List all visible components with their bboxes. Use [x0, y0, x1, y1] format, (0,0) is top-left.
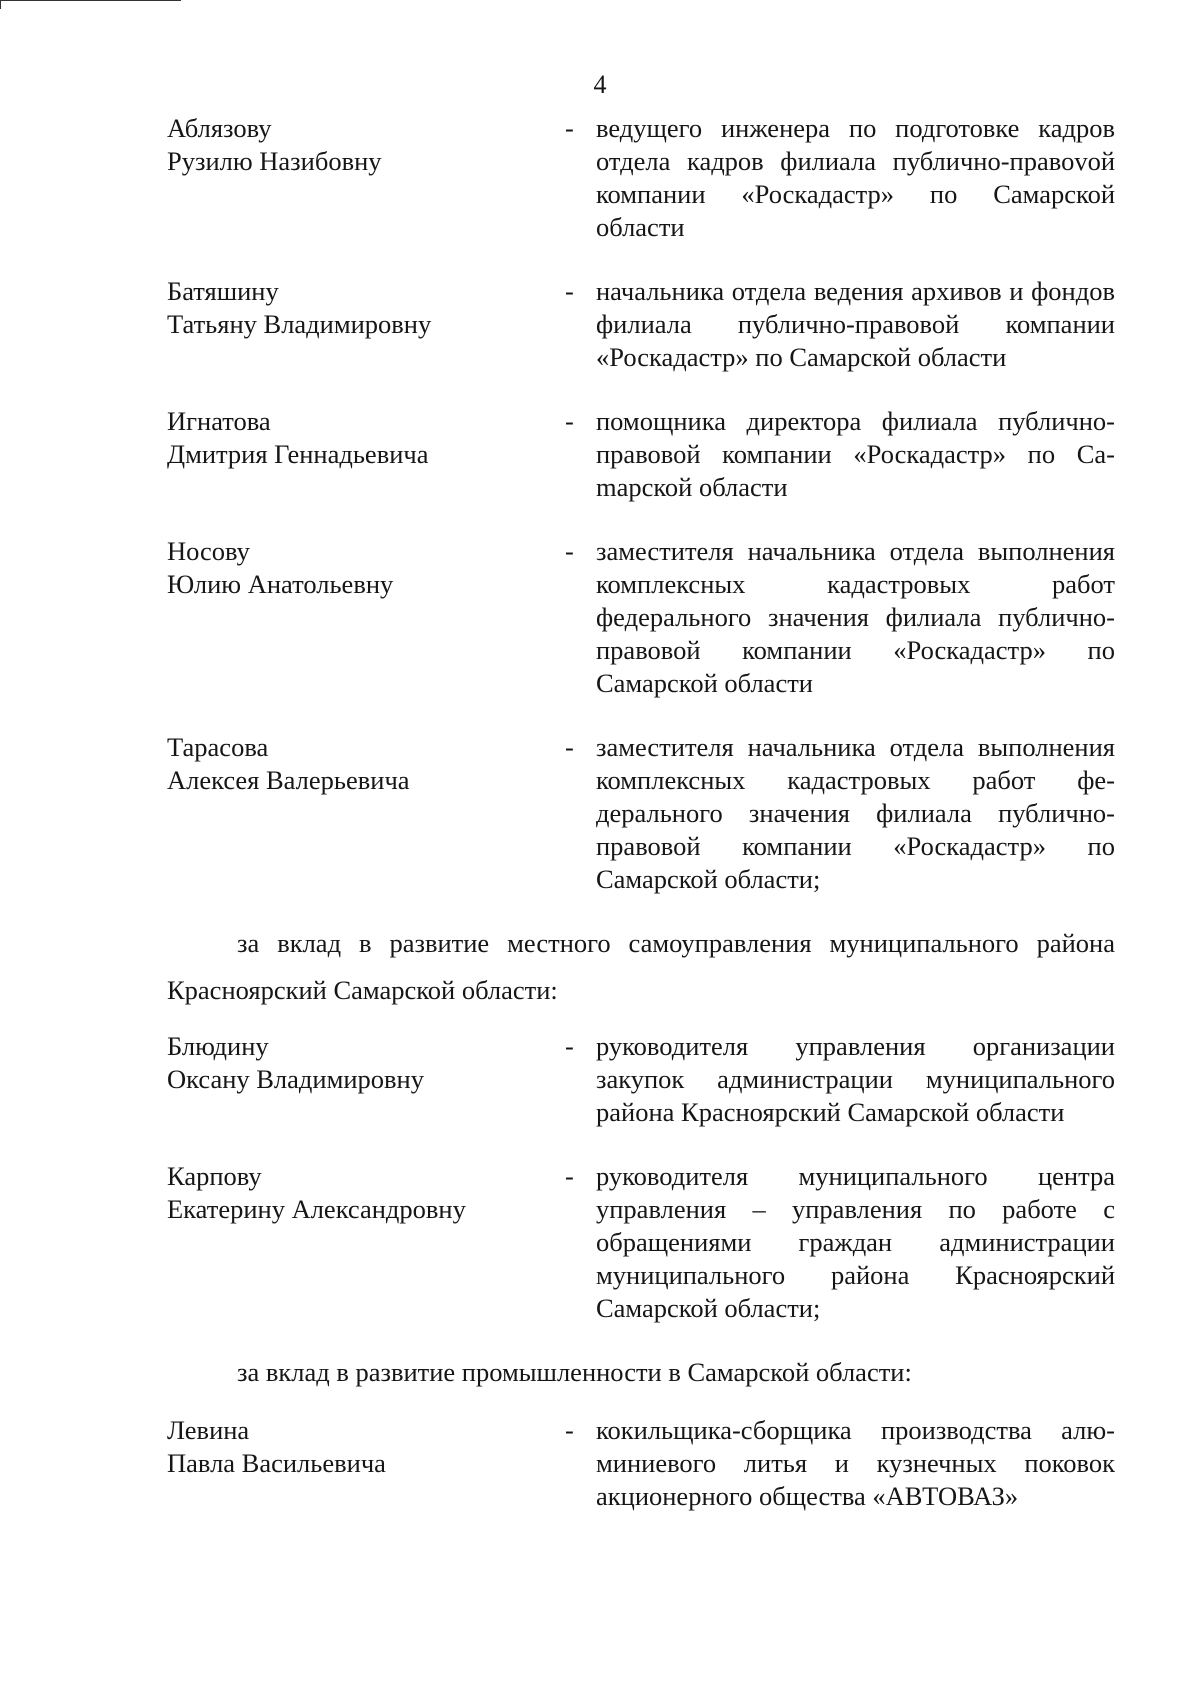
award-entry — [167, 1414, 1115, 1513]
recipient-given-name: Павла Васильевича — [167, 1448, 386, 1478]
recipient-name — [167, 112, 565, 244]
entry-dash: - — [565, 113, 574, 143]
award-entry — [167, 405, 1115, 504]
award-entry — [167, 112, 1115, 244]
recipient-name — [167, 1030, 565, 1129]
entry-dash: - — [565, 406, 574, 436]
recipient-position: руководителя муниципального центра управления – управления по работе с обращениями граждан администрации муниципального района Красноярский Самарской области; — [596, 1161, 1115, 1323]
recipient-given-name: Алексея Валерьевича — [167, 765, 410, 795]
recipient-given-name: Татьяну Владимировну — [167, 309, 432, 339]
recipient-surname: Левина — [167, 1415, 250, 1445]
award-entry — [167, 535, 1115, 700]
entry-dash: - — [565, 1031, 574, 1061]
recipient-position: начальника отдела ведения архивов и фондов филиала публично-правовой компании «Роскадастр» по Самарской области — [596, 276, 1115, 372]
recipient-given-name: Юлию Анатольевну — [167, 569, 394, 599]
scan-edge-line — [0, 0, 181, 9]
recipient-given-name: Дмитрия Геннадьевича — [167, 439, 429, 469]
recipient-given-name: Оксану Владимировну — [167, 1064, 424, 1094]
award-entry — [167, 1030, 1115, 1129]
recipient-surname: Аблязову — [167, 113, 272, 143]
recipient-name — [167, 535, 565, 700]
recipient-name — [167, 1414, 565, 1513]
recipient-surname: Тарасова — [167, 732, 269, 762]
recipient-surname: Батяшину — [167, 276, 279, 306]
section-heading: за вклад в развитие местного самоуправления муниципального района Красноярский Самарской области: — [167, 928, 1115, 1005]
page-number: 4 — [593, 70, 607, 99]
recipient-given-name: Екатерину Александровну — [167, 1194, 466, 1224]
recipient-position: ведущего инженера по подготовке кадров отдела кадров филиала публично-правоvой компании «Роскадастр» по Самарской области — [596, 113, 1115, 242]
recipient-position: кокильщика-сборщика производства алюминиевого литья и кузнечных поковок акционерного общества «АВТОВАЗ» — [596, 1415, 1115, 1511]
entry-dash: - — [565, 1415, 574, 1445]
recipient-name — [167, 731, 565, 896]
recipient-position: заместителя начальника отдела выполнения комплексных кадастровых работ федерального значения филиала публично-правовой компании «Роскадастр» по Самарской области — [596, 536, 1115, 698]
entry-dash: - — [565, 536, 574, 566]
recipient-surname: Игнатова — [167, 406, 271, 436]
recipient-surname: Блюдину — [167, 1031, 269, 1061]
recipient-position: помощника директора филиала публично-правовой компании «Роскадастр» по Саmарской области — [596, 406, 1115, 502]
recipient-name — [167, 275, 565, 374]
award-entry — [167, 1160, 1115, 1325]
recipient-surname: Носову — [167, 536, 250, 566]
document-body — [167, 112, 1115, 1544]
recipient-surname: Карпову — [167, 1161, 262, 1191]
recipient-name — [167, 405, 565, 504]
recipient-name — [167, 1160, 565, 1325]
recipient-position: заместителя начальника отдела выполнения комплексных кадастровых работ федерального значения филиала публично-правовой компании «Роскадастр» по Самарской области; — [596, 732, 1115, 894]
recipient-given-name: Рузилю Назибовну — [167, 146, 382, 176]
award-entry — [167, 731, 1115, 896]
entry-dash: - — [565, 732, 574, 762]
recipient-position: руководителя управления организации закупок администрации муниципального района Красноярский Самарской области — [596, 1031, 1115, 1127]
entry-dash: - — [565, 276, 574, 306]
section-heading: за вклад в развитие промышленности в Самарской области: — [237, 1357, 912, 1387]
award-entry — [167, 275, 1115, 374]
entry-dash: - — [565, 1161, 574, 1191]
